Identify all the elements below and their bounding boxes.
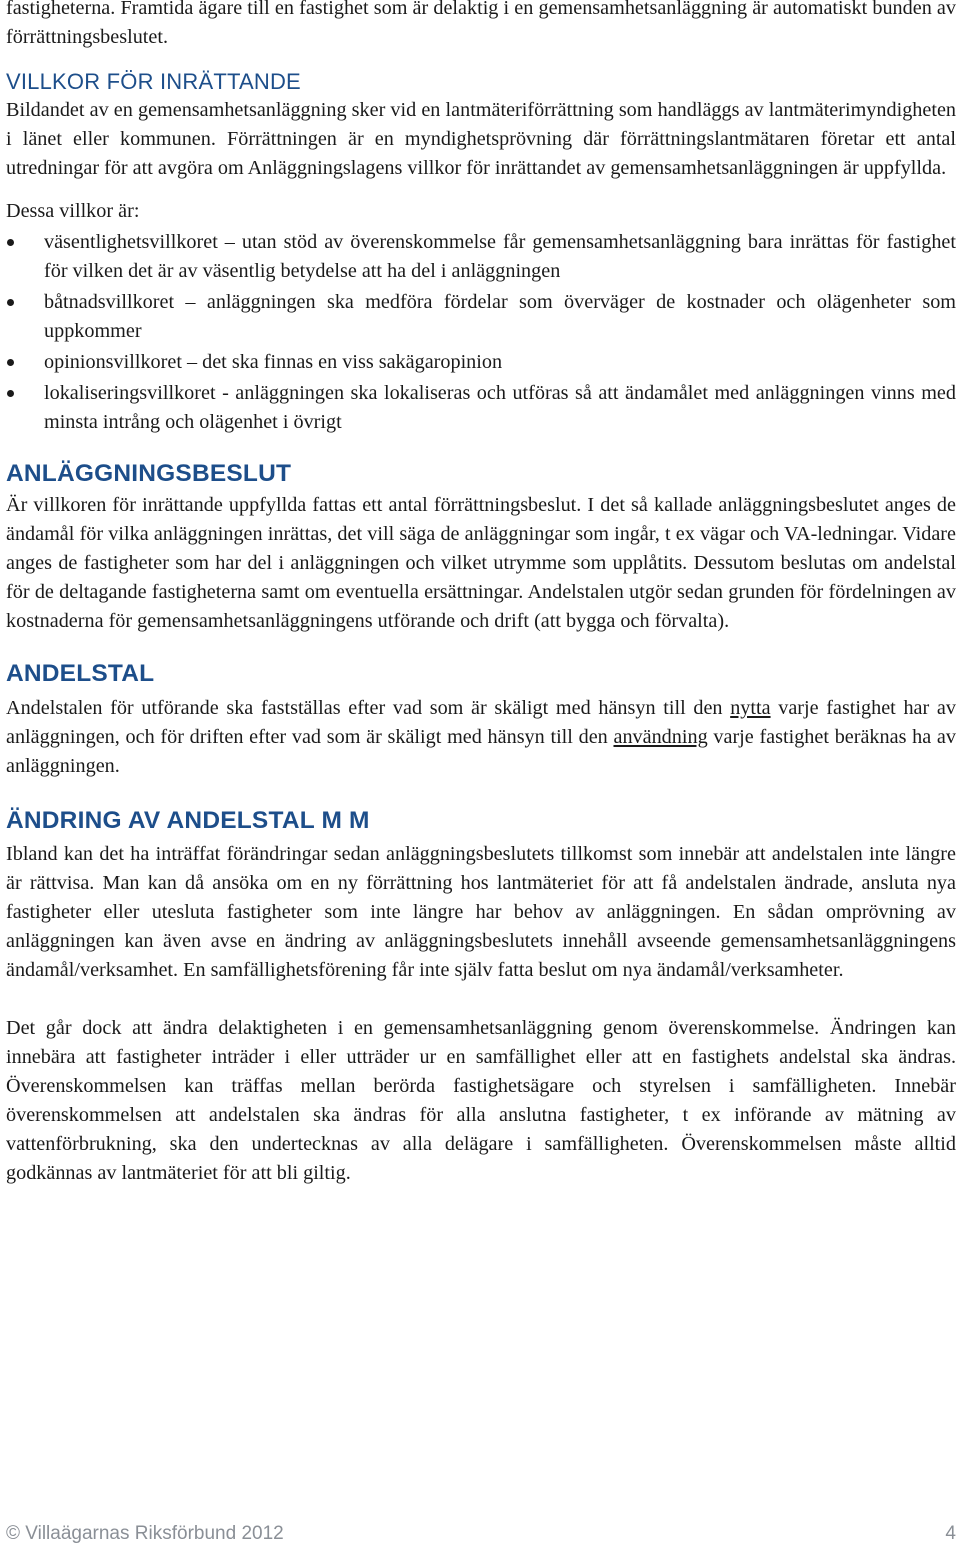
villkor-list <box>6 228 956 437</box>
document-page <box>6 0 956 1188</box>
nytta-underlined: nytta <box>730 697 771 719</box>
page-footer <box>6 1523 956 1547</box>
bullet-icon <box>7 359 14 366</box>
andring-paragraph-2: Det går dock att ändra delaktigheten i en gemensamhetsanläggning genom överenskommelse. Ändringen kan innebära att fastigheter inträder i eller utträder ur en samfällighet eller att en fastighets andelstal ska ändras. Överenskommelsen kan träffas mellan berörda fastighetsägare och styrelsen i samfälligheten. Innebär överenskommelsen att andelstalen ska ändras för alla anslutna fastigheter, t ex införande av mätning av vattenförbrukning, ska den undertecknas av alla delägare i samfälligheten. Överenskommelsen måste alltid godkännas av lantmäteriet för att bli giltig. <box>6 1017 956 1184</box>
list-item: opinionsvillkoret – det ska finnas en viss sakägaropinion <box>6 348 956 377</box>
page-number: 4 <box>945 1523 956 1544</box>
heading-villkor: VILLKOR FÖR INRÄTTANDE <box>6 69 301 94</box>
villkor-paragraph: Bildandet av en gemensamhetsanläggning sker vid en lantmäteriförrättning som handläggs av lantmäterimyndigheten i länet eller kommunen. Förrättningen är en myndighetsprövning där förrättningslantmätaren företar ett antal utredningar för att avgöra om Anläggningslagens villkor för inrättandet av gemensamhetsanläggningen är uppfyllda. <box>6 99 956 179</box>
footer-copyright: © Villaägarnas Riksförbund 2012 <box>6 1523 284 1544</box>
andelstal-paragraph: Andelstalen för utförande ska fastställas efter vad som är skäligt med hänsyn till den nytta varje fastighet har av anläggningen, och för driften efter vad som är skäligt med hänsyn till den användning varje fastighet beräknas ha av anläggningen. <box>6 697 956 777</box>
villkor-list-intro: Dessa villkor är: <box>6 200 140 222</box>
intro-tail-paragraph: fastigheterna. Framtida ägare till en fastighet som är delaktig i en gemensamhetsanläggning är automatiskt bunden av förrättningsbeslutet. <box>6 0 956 48</box>
list-item: lokaliseringsvillkoret - anläggningen ska lokaliseras och utföras så att ändamålet med anläggningen vinns med minsta intrång och olägenhet i övrigt <box>6 379 956 437</box>
heading-andelstal: ANDELSTAL <box>6 660 155 687</box>
heading-andring: ÄNDRING AV ANDELSTAL M M <box>6 807 370 834</box>
heading-anlaggningsbeslut: ANLÄGGNINGSBESLUT <box>6 460 292 487</box>
anvandning-underlined: användning <box>613 726 708 748</box>
list-item: båtnadsvillkoret – anläggningen ska medföra fördelar som överväger de kostnader och olägenheter som uppkommer <box>6 288 956 346</box>
beslut-paragraph: Är villkoren för inrättande uppfyllda fattas ett antal förrättningsbeslut. I det så kallade anläggningsbeslutet anges de ändamål för vilka anläggningen inrättas, det vill säga de anläggningar som ingår, t ex vägar och VA-ledningar. Vidare anges de fastigheter som har del i anläggningen och vilket utrymme som upplåtits. Dessutom beslutas om andelstal för de deltagande fastigheterna samt om eventuella ersättningar. Andelstalen utgör sedan grunden för fördelningen av kostnaderna för gemensamhetsanläggningens utförande och drift (att bygga och förvalta). <box>6 494 956 632</box>
bullet-icon <box>7 299 14 306</box>
list-item: väsentlighetsvillkoret – utan stöd av överenskommelse får gemensamhetsanläggning bara inrättas för fastighet för vilken det är av väsentlig betydelse att ha del i anläggningen <box>6 228 956 286</box>
andring-paragraph-1: Ibland kan det ha inträffat förändringar sedan anläggningsbeslutets tillkomst som innebär att andelstalen inte längre är rättvisa. Man kan då ansöka om en ny förrättning hos lantmäteriet för att få andelstalen ändrade, ansluta nya fastigheter eller utesluta fastigheter som inte längre har behov av anläggningen. En sådan omprövning av anläggningen kan även avse en ändring av anläggningsbeslutets innehåll avseende gemensamhetsanläggningens ändamål/verksamhet. En samfällighetsförening får inte själv fatta beslut om nya ändamål/verksamheter. <box>6 843 956 981</box>
bullet-icon <box>7 239 14 246</box>
bullet-icon <box>7 390 14 397</box>
